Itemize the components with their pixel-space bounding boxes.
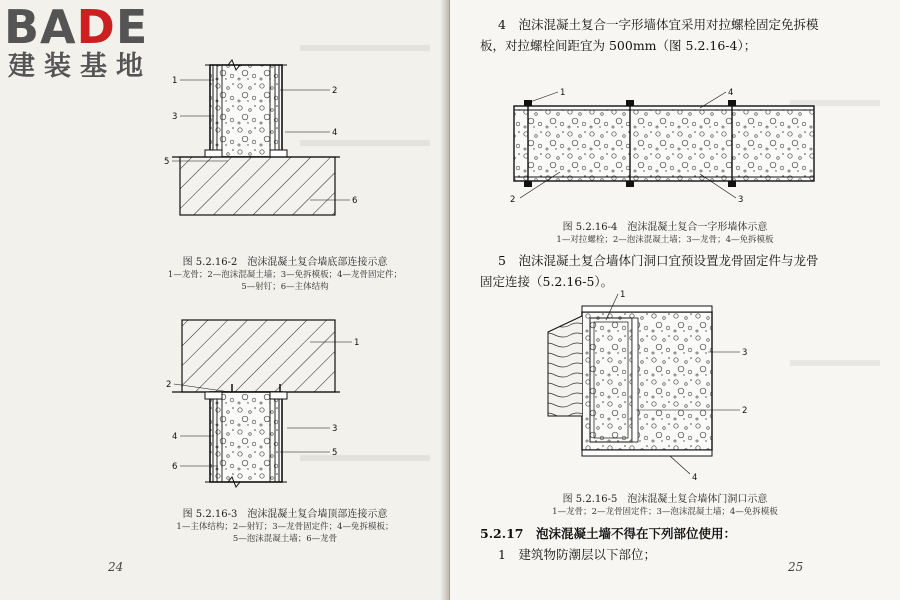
brand-logo-chinese: 建装基地 [8,51,152,82]
bolt-head [524,181,532,187]
callout-4: 4 [172,432,178,442]
brand-text: BA [4,0,77,54]
keel-fixing [205,150,222,157]
bolt-head [728,181,736,187]
callout-1: 1 [172,76,178,86]
keel-fixing [270,392,287,399]
right-page [450,0,900,600]
formwork-top [582,306,712,312]
figure-5-2-16-2 [164,60,370,230]
callout-6: 6 [352,196,358,206]
main-structure [180,157,335,215]
keel-fixing [632,318,638,442]
callout-2: 2 [742,406,748,416]
figure-legend: 1—主体结构；2—射钉；3—龙骨固定件；4—免拆模板； [176,522,394,532]
keel-fixing [270,150,287,157]
page-number: 24 [108,560,124,574]
bleed-through-text [300,45,430,51]
formwork-bottom [582,450,712,456]
foam-concrete-wall [210,392,282,482]
bolt-head [626,181,634,187]
door-frame [548,316,582,416]
figure-caption: 图 5.2.16-5 泡沫混凝土复合墙体门洞口示意 [562,494,768,505]
body-text-line: 4 泡沫混凝土复合一字形墙体宜采用对拉螺栓固定免拆模 [498,17,819,32]
figure-legend: 1—龙骨；2—泡沫混凝土墙；3—免拆模板；4—龙骨固定件； [167,270,403,280]
bleed-through-text [790,360,880,366]
callout-1: 1 [560,88,566,98]
section-heading: 5.2.17 泡沫混凝土墙不得在下列部位使用： [480,526,736,541]
figure-5-2-16-5 [540,290,760,486]
callout-4: 4 [728,88,734,98]
figure-legend: 1—对拉螺栓；2—泡沫混凝土墙；3—龙骨；4—免拆模板 [556,235,774,245]
callout-4: 4 [692,473,698,483]
foam-concrete-wall [210,65,282,157]
figure-5-2-16-4 [500,86,830,208]
leader-line [670,456,690,474]
callout-2: 2 [332,86,338,96]
foam-concrete-wall [582,312,712,450]
bolt-head [524,100,532,106]
keel-fixing [205,392,222,399]
callout-4: 4 [332,128,338,138]
leader-line [530,92,558,102]
callout-3: 3 [332,424,338,434]
bolt-head [626,100,634,106]
figure-5-2-16-3 [166,318,370,490]
figure-legend: 5—泡沫混凝土墙；6—龙骨 [232,534,338,544]
figure-legend: 1—龙骨；2—龙骨固定件；3—泡沫混凝土墙；4—免拆模板 [552,507,778,517]
main-structure [182,320,335,392]
callout-5: 5 [332,448,338,458]
body-text-line: 固定连接（5.2.16-5）。 [480,274,614,289]
brand-logo-latin [4,0,149,54]
brand-accent-letter: D [76,0,116,54]
callout-1: 1 [620,290,626,300]
body-text-line: 板，对拉螺栓间距宜为 500mm（图 5.2.16-4）； [480,38,757,53]
figure-caption: 图 5.2.16-4 泡沫混凝土复合一字形墙体示意 [562,222,768,233]
page-number: 25 [788,560,804,574]
callout-3: 3 [172,112,178,122]
callout-2: 2 [510,195,516,205]
callout-1: 1 [354,338,360,348]
callout-2: 2 [166,380,172,390]
bolt-head [728,100,736,106]
brand-text-end: E [115,0,149,54]
callout-3: 3 [742,348,748,358]
figure-caption: 图 5.2.16-3 泡沫混凝土复合墙顶部连接示意 [182,509,388,520]
callout-6: 6 [172,462,178,472]
body-text-line: 1 建筑物防潮层以下部位； [498,547,656,562]
figure-caption: 图 5.2.16-2 泡沫混凝土复合墙底部连接示意 [182,257,388,268]
callout-3: 3 [738,195,744,205]
foam-concrete-wall [514,106,814,181]
figure-legend: 5—射钉；6—主体结构 [241,282,329,292]
callout-5: 5 [164,157,170,167]
body-text-line: 5 泡沫混凝土复合墙体门洞口宜预设置龙骨固定件与龙骨 [498,253,819,268]
